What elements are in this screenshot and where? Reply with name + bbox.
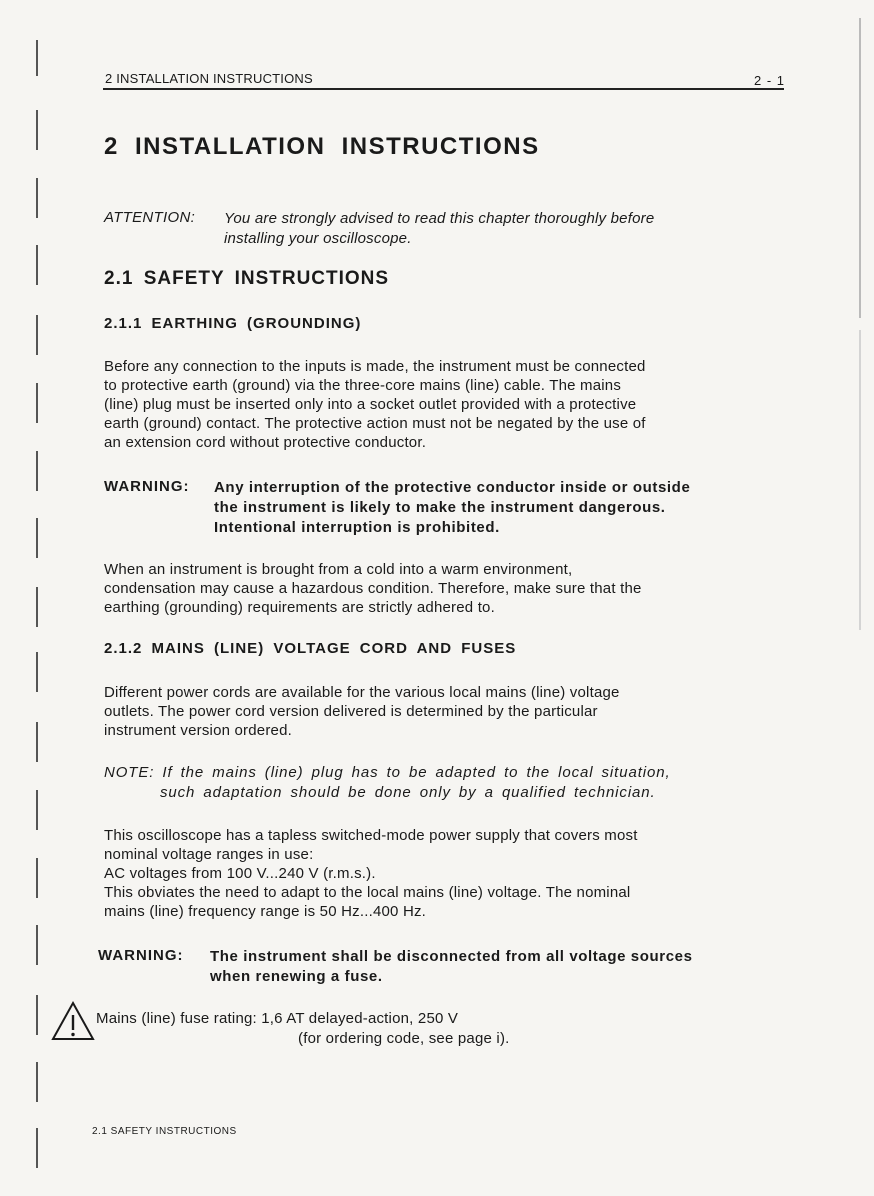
text-line: outlets. The power cord version delivered is determined by the particular <box>104 703 598 720</box>
attention-text <box>224 209 784 249</box>
text-line: to protective earth (ground) via the three-core mains (line) cable. The mains <box>104 377 622 394</box>
binding-mark <box>36 315 38 355</box>
warning-line: Any interruption of the protective conductor inside or outside <box>214 479 691 496</box>
warning-label: WARNING: <box>98 947 184 964</box>
binding-mark <box>36 995 38 1035</box>
text-line: Before any connection to the inputs is made, the instrument must be connected <box>104 358 646 375</box>
binding-mark <box>36 518 38 558</box>
fuse-rating: Mains (line) fuse rating: 1,6 AT delayed-action, 250 V <box>96 1010 459 1027</box>
warning-line: the instrument is likely to make the instrument dangerous. <box>214 499 666 516</box>
note-line-1: NOTE: If the mains (line) plug has to be adapted to the local situation, <box>104 764 671 781</box>
text-line: This oscilloscope has a tapless switched-mode power supply that covers most <box>104 827 638 844</box>
binding-mark <box>36 858 38 898</box>
earthing-paragraph <box>104 357 784 452</box>
power-supply-paragraph <box>104 826 784 921</box>
binding-mark <box>36 1128 38 1168</box>
fuse-ordering-note: (for ordering code, see page i). <box>298 1030 510 1047</box>
power-cord-paragraph <box>104 683 784 740</box>
attention-line: installing your oscilloscope. <box>224 230 412 247</box>
attention-label: ATTENTION: <box>104 209 196 226</box>
warning-label: WARNING: <box>104 478 190 495</box>
page-edge <box>859 18 861 318</box>
condensation-paragraph <box>104 560 784 617</box>
text-line: condensation may cause a hazardous condition. Therefore, make sure that the <box>104 580 642 597</box>
text-line: This obviates the need to adapt to the local mains (line) voltage. The nominal <box>104 884 631 901</box>
text-line: When an instrument is brought from a cold into a warm environment, <box>104 561 573 578</box>
page-edge <box>859 330 861 630</box>
warning-line: when renewing a fuse. <box>210 968 383 985</box>
binding-mark <box>36 652 38 692</box>
earthing-heading: 2.1.1 EARTHING (GROUNDING) <box>104 315 362 332</box>
text-line: earth (ground) contact. The protective action must not be negated by the use of <box>104 415 646 432</box>
binding-mark <box>36 1062 38 1102</box>
text-line: Different power cords are available for the various local mains (line) voltage <box>104 684 620 701</box>
binding-mark <box>36 587 38 627</box>
binding-mark <box>36 110 38 150</box>
fuse-warning <box>210 947 693 987</box>
mains-heading: 2.1.2 MAINS (LINE) VOLTAGE CORD AND FUSES <box>104 640 517 657</box>
warning-line: The instrument shall be disconnected from all voltage sources <box>210 948 693 965</box>
text-line: nominal voltage ranges in use: <box>104 846 314 863</box>
text-line: (line) plug must be inserted only into a socket outlet provided with a protective <box>104 396 637 413</box>
text-line: mains (line) frequency range is 50 Hz...400 Hz. <box>104 903 427 920</box>
binding-mark <box>36 790 38 830</box>
earthing-warning <box>214 478 690 538</box>
binding-mark <box>36 178 38 218</box>
attention-line: You are strongly advised to read this chapter thoroughly before <box>224 210 655 227</box>
text-line: AC voltages from 100 V...240 V (r.m.s.). <box>104 865 376 882</box>
text-line: earthing (grounding) requirements are strictly adhered to. <box>104 599 495 616</box>
warning-triangle-icon <box>50 1000 96 1042</box>
binding-mark <box>36 451 38 491</box>
chapter-title: 2 INSTALLATION INSTRUCTIONS <box>104 133 540 160</box>
text-line: an extension cord without protective conductor. <box>104 434 427 451</box>
binding-mark <box>36 383 38 423</box>
text-line: instrument version ordered. <box>104 722 292 739</box>
running-footer: 2.1 SAFETY INSTRUCTIONS <box>92 1126 237 1137</box>
running-header-title: 2 INSTALLATION INSTRUCTIONS <box>105 71 313 86</box>
header-rule <box>103 88 784 90</box>
binding-mark <box>36 722 38 762</box>
warning-line: Intentional interruption is prohibited. <box>214 519 500 536</box>
binding-mark <box>36 245 38 285</box>
section-title: 2.1 SAFETY INSTRUCTIONS <box>104 268 390 289</box>
binding-mark <box>36 925 38 965</box>
page-number: 2 - 1 <box>754 73 786 88</box>
binding-mark <box>36 40 38 76</box>
note-line-2: such adaptation should be done only by a qualified technician. <box>160 784 656 801</box>
